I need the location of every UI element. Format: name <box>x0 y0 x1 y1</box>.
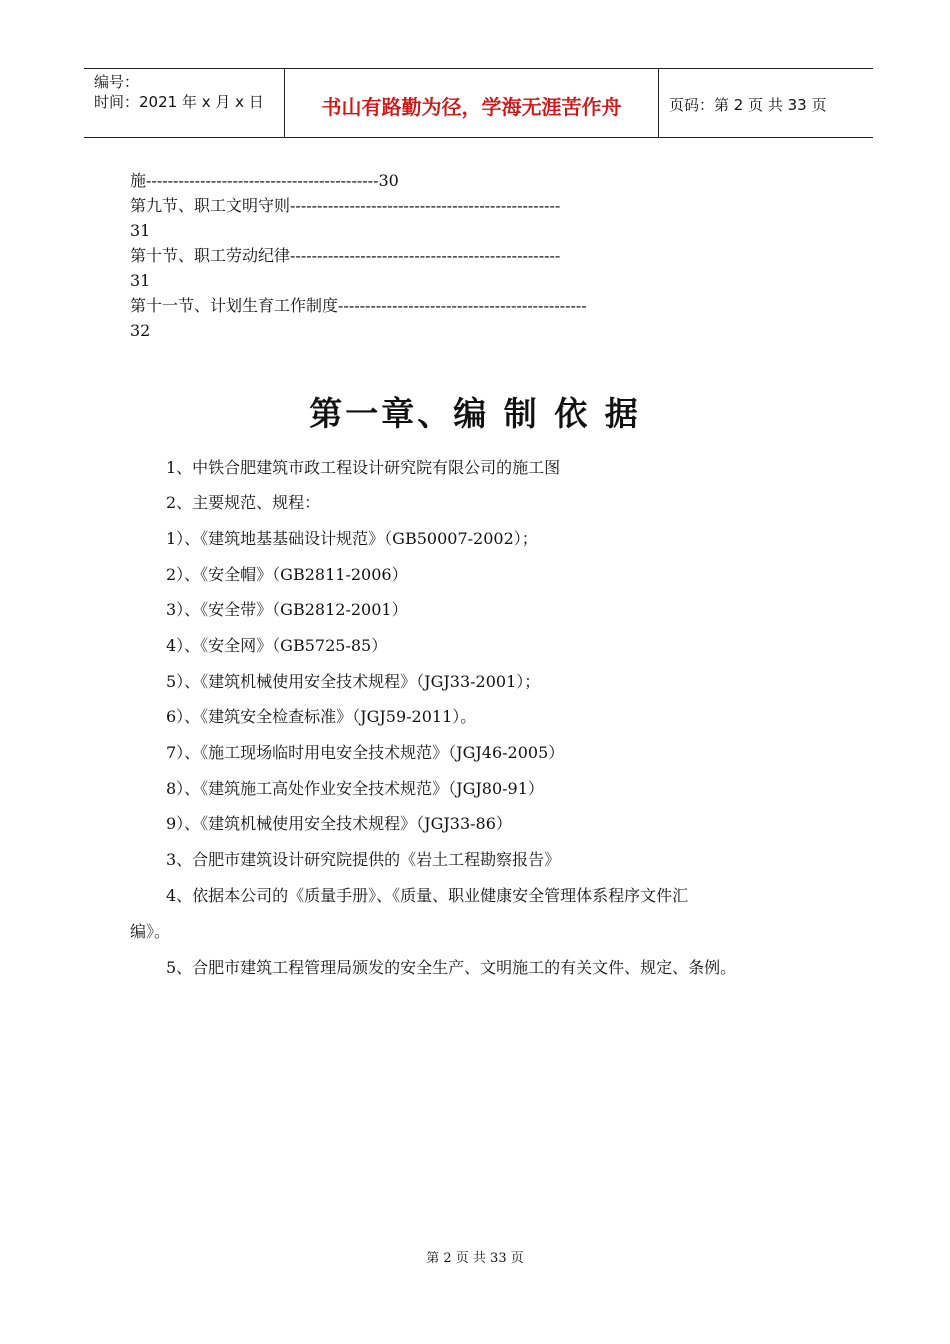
paragraph-continuation: 编》。 <box>130 922 171 941</box>
header-left-cell <box>84 69 284 137</box>
header-middle-cell <box>284 69 659 137</box>
page-footer: 第 2 页 共 33 页 <box>426 1251 524 1266</box>
toc-line: 31 <box>130 221 151 240</box>
toc-line: 32 <box>130 321 151 340</box>
document-time-label: 时间：2021 年 x 月 x 日 <box>94 93 264 111</box>
header-right-cell <box>659 69 873 137</box>
toc-line: 第十节、职工劳动纪律-------------------------------------------------- <box>130 246 561 265</box>
paragraph: 1）、《建筑地基基础设计规范》（GB50007-2002）； <box>166 529 538 548</box>
paragraph: 3、合肥市建筑设计研究院提供的《岩土工程勘察报告》 <box>166 850 561 869</box>
paragraph: 9）、《建筑机械使用安全技术规程》（JGJ33-86） <box>166 814 512 833</box>
paragraph: 6）、《建筑安全检查标准》（JGJ59-2011）。 <box>166 707 477 726</box>
chapter-title: 第一章、编 制 依 据 <box>309 394 641 433</box>
paragraph: 5）、《建筑机械使用安全技术规程》（JGJ33-2001）； <box>166 672 541 691</box>
paragraph: 5、合肥市建筑工程管理局颁发的安全生产、文明施工的有关文件、规定、条例。 <box>166 958 737 977</box>
paragraph: 4）、《安全网》（GB5725-85） <box>166 636 388 655</box>
paragraph: 7）、《施工现场临时用电安全技术规范》（JGJ46-2005） <box>166 743 565 762</box>
table-of-contents <box>130 168 830 343</box>
toc-line: 第十一节、计划生育工作制度---------------------------------------------- <box>130 296 587 315</box>
paragraph: 3）、《安全带》（GB2812-2001） <box>166 600 408 619</box>
document-number-label: 编号： <box>94 73 140 91</box>
toc-line: 31 <box>130 271 151 290</box>
paragraph: 1、中铁合肥建筑市政工程设计研究院有限公司的施工图 <box>166 458 561 477</box>
header-motto: 书山有路勤为径，学海无涯苦作舟 <box>321 95 622 119</box>
paragraph: 2、主要规范、规程： <box>166 493 321 512</box>
paragraph: 2）、《安全帽》（GB2811-2006） <box>166 565 408 584</box>
toc-line: 施-------------------------------------------30 <box>130 171 399 190</box>
paragraph: 8）、《建筑施工高处作业安全技术规范》（JGJ80-91） <box>166 779 544 798</box>
toc-line: 第九节、职工文明守则-------------------------------------------------- <box>130 196 561 215</box>
header-page-info: 页码：第 2 页 共 33 页 <box>669 96 827 114</box>
page-header <box>84 68 873 138</box>
paragraph: 4、依据本公司的《质量手册》、《质量、职业健康安全管理体系程序文件汇 <box>166 886 689 905</box>
